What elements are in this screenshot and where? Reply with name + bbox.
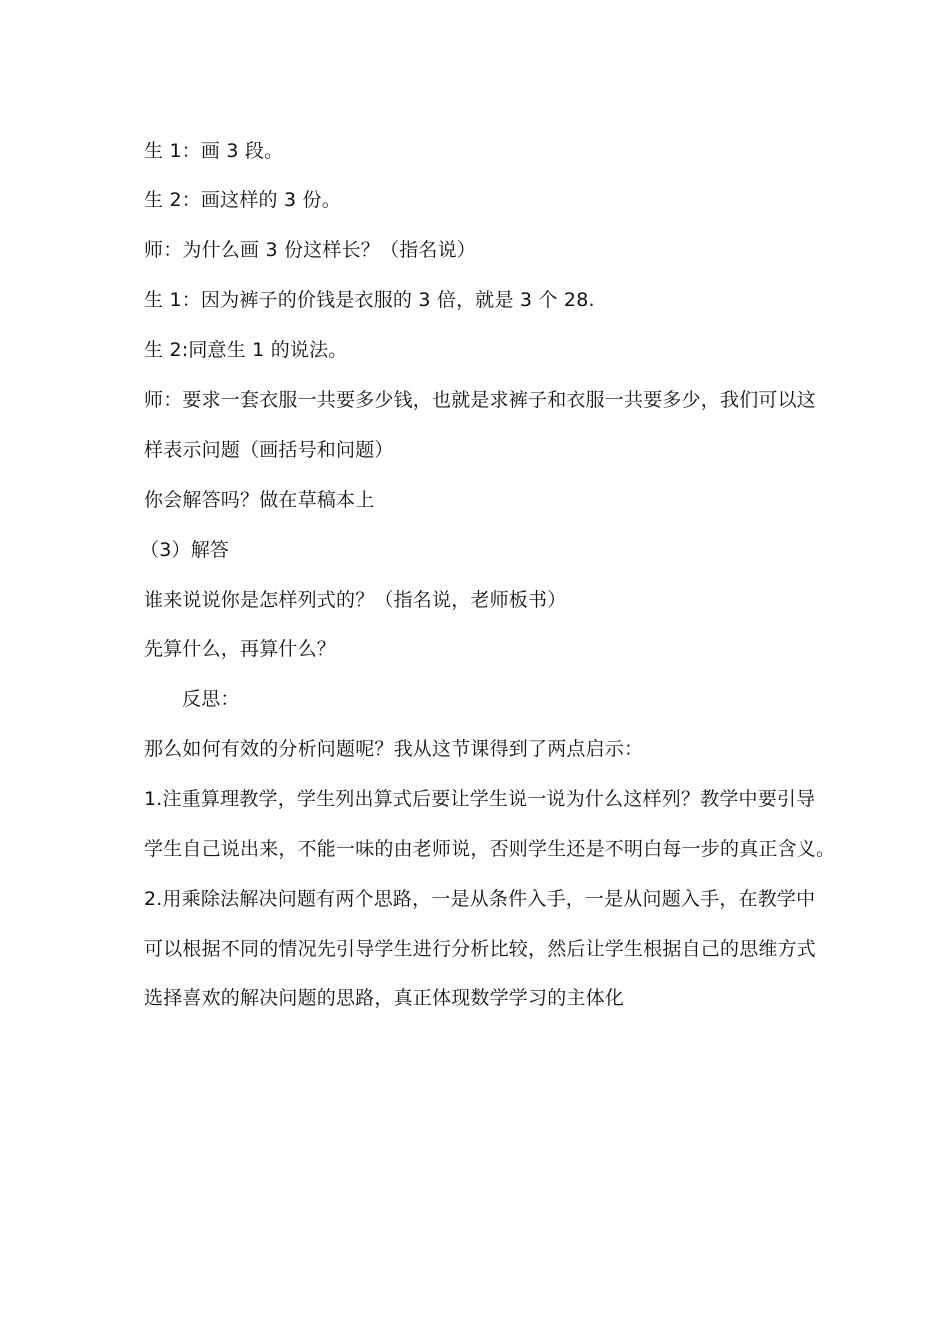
dialogue-line-student2-draw: 生 2：画这样的 3 份。 bbox=[144, 189, 341, 211]
dialogue-line-order: 先算什么，再算什么？ bbox=[144, 638, 337, 660]
dialogue-line-student2-agree: 生 2:同意生 1 的说法。 bbox=[144, 339, 348, 361]
dialogue-line-student1-draw: 生 1：画 3 段。 bbox=[144, 140, 284, 162]
dialogue-line-teacher-question: 师：为什么画 3 份这样长？（指名说） bbox=[144, 239, 476, 261]
reflection-point2-line2: 可以根据不同的情况先引导学生进行分析比较，然后让学生根据自己的思维方式 bbox=[144, 938, 817, 960]
dialogue-line-teacher-explain: 师：要求一套衣服一共要多少钱，也就是求裤子和衣服一共要多少，我们可以这 bbox=[144, 389, 817, 411]
dialogue-line-teacher-explain-cont: 样表示问题（画括号和问题） bbox=[144, 439, 394, 461]
section-heading-reflection: 反思： bbox=[182, 688, 240, 710]
dialogue-line-student1-reason: 生 1：因为裤子的价钱是衣服的 3 倍，就是 3 个 28. bbox=[144, 289, 595, 311]
dialogue-line-solve-prompt: 你会解答吗？做在草稿本上 bbox=[144, 489, 375, 511]
dialogue-line-list-formula: 谁来说说你是怎样列式的？（指名说，老师板书） bbox=[144, 589, 567, 611]
reflection-point1-line1: 1.注重算理教学，学生列出算式后要让学生说一说为什么这样列？教学中要引导 bbox=[144, 788, 816, 810]
section-heading-solve: （3）解答 bbox=[140, 539, 230, 561]
reflection-point1-line2: 学生自己说出来，不能一味的由老师说，否则学生还是不明白每一步的真正含义。 bbox=[144, 838, 836, 860]
reflection-point2-line1: 2.用乘除法解决问题有两个思路，一是从条件入手，一是从问题入手，在教学中 bbox=[144, 888, 816, 910]
reflection-intro: 那么如何有效的分析问题呢？我从这节课得到了两点启示： bbox=[144, 738, 644, 760]
reflection-point2-line3: 选择喜欢的解决问题的思路，真正体现数学学习的主体化 bbox=[144, 987, 625, 1009]
